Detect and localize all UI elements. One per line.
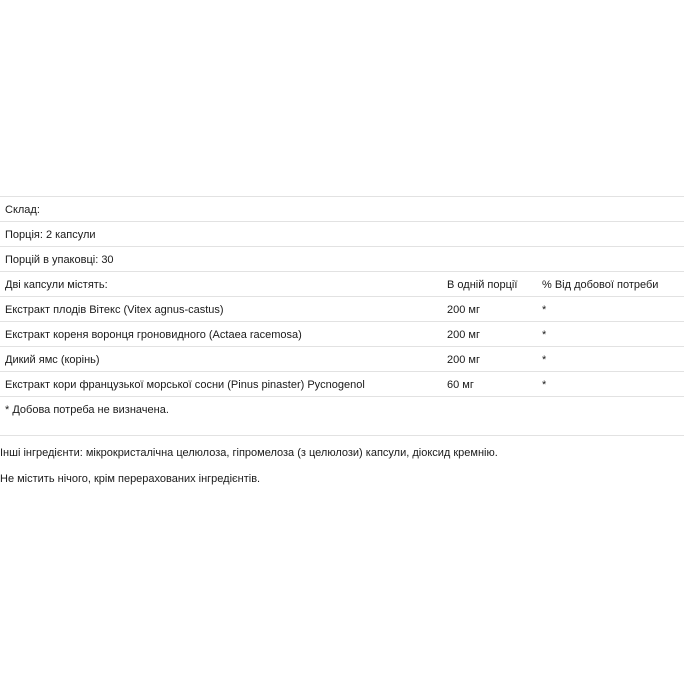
table-row	[0, 296, 684, 321]
facts-title-row	[0, 196, 684, 221]
ingredient-amount: 200 мг	[447, 354, 480, 366]
ingredient-daily-value: *	[542, 379, 547, 391]
table-row	[0, 321, 684, 346]
table-row	[0, 346, 684, 371]
footnote-row	[0, 396, 684, 436]
table-row	[0, 371, 684, 396]
ingredient-amount: 200 мг	[447, 304, 480, 316]
serving-size-row	[0, 221, 684, 246]
column-header-name: Дві капсули містять:	[5, 279, 108, 291]
ingredient-name: Екстракт кори французької морської сосни (Pinus pinaster) Pycnogenol	[5, 379, 365, 391]
ingredient-daily-value: *	[542, 304, 547, 316]
facts-title: Склад:	[5, 204, 40, 216]
ingredient-amount: 200 мг	[447, 329, 480, 341]
ingredient-daily-value: *	[542, 329, 547, 341]
servings-per-container-row	[0, 246, 684, 271]
column-header-daily-value: % Від добової потреби	[542, 279, 659, 291]
other-ingredients: Інші інгредієнти: мікрокристалічна целюлоза, гіпромелоза (з целюлози) капсули, діоксид кремнію.	[0, 447, 498, 459]
supplement-facts-table	[0, 196, 684, 436]
ingredient-name: Дикий ямс (корінь)	[5, 354, 100, 366]
footnote: * Добова потреба не визначена.	[5, 404, 169, 416]
free-of-statement: Не містить нічого, крім перерахованих інгредієнтів.	[0, 473, 261, 485]
ingredient-name: Екстракт плодів Вітекс (Vitex agnus-castus)	[5, 304, 224, 316]
ingredient-daily-value: *	[542, 354, 547, 366]
servings-per-container: Порцій в упаковці: 30	[5, 254, 114, 266]
serving-size: Порція: 2 капсули	[5, 229, 96, 241]
column-header-amount: В одній порції	[447, 279, 518, 291]
ingredient-amount: 60 мг	[447, 379, 474, 391]
table-header-row	[0, 271, 684, 296]
ingredient-name: Екстракт кореня воронця гроновидного (Actaea racemosa)	[5, 329, 302, 341]
